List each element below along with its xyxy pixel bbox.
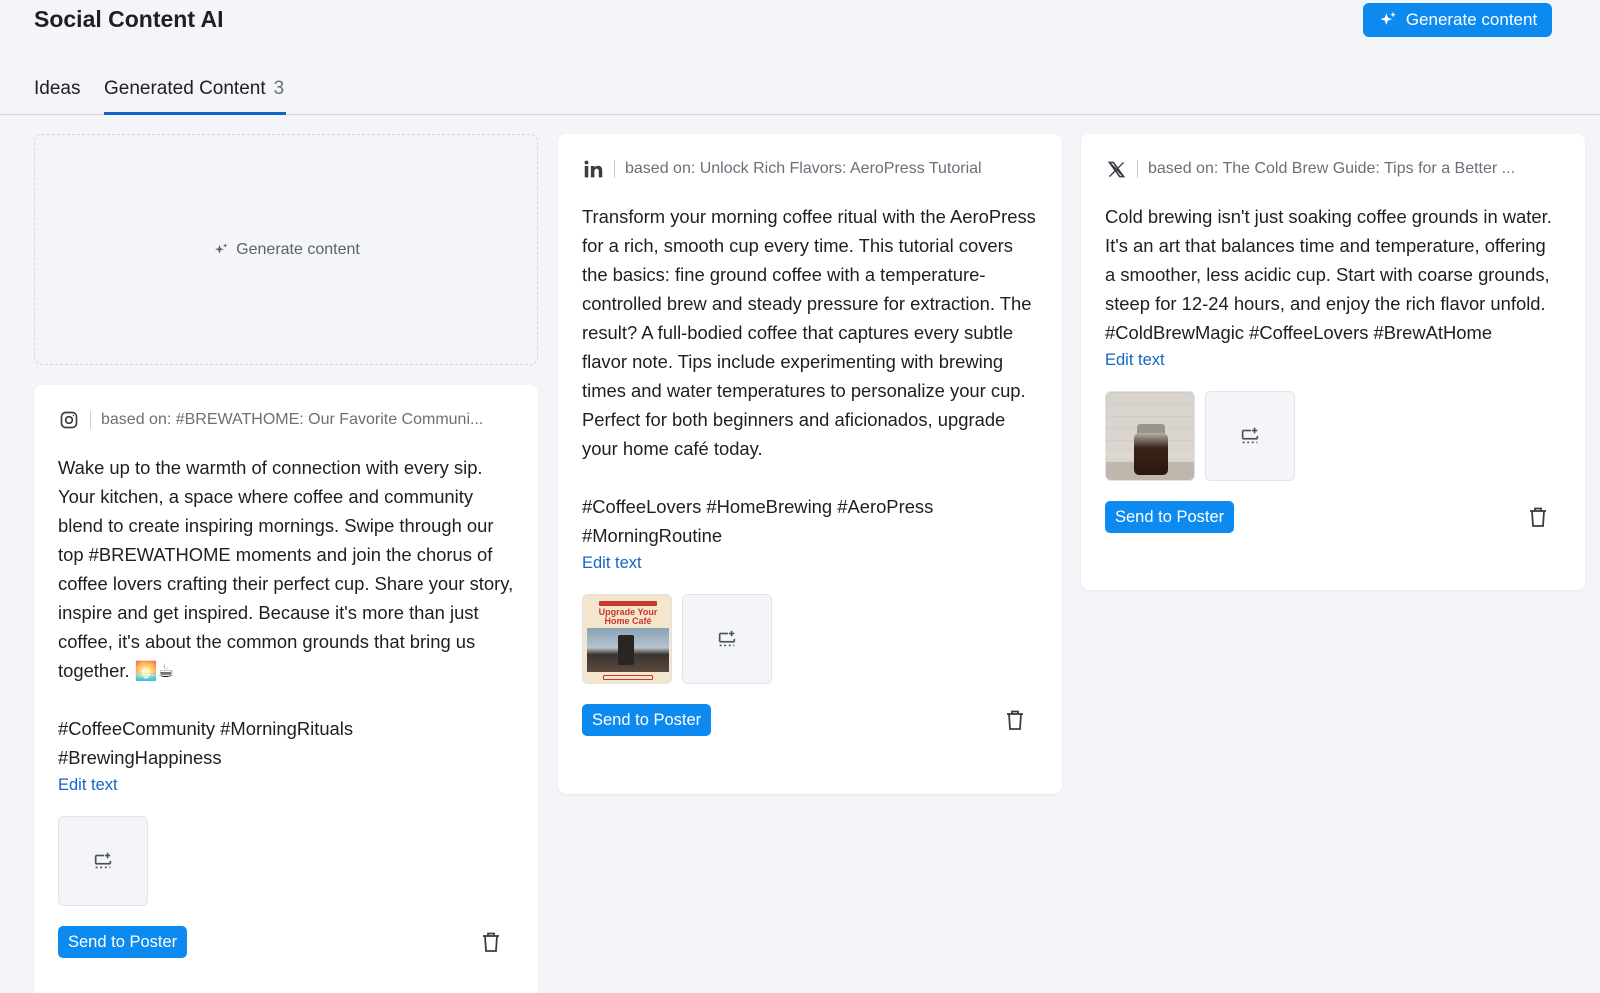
card-header — [58, 409, 514, 431]
divider — [90, 411, 91, 429]
card-header — [1105, 158, 1561, 180]
x-icon — [1105, 158, 1127, 180]
content-card-x — [1081, 134, 1585, 590]
tab-generated-label: Generated Content — [104, 78, 266, 99]
based-on-text: based on: #BREWATHOME: Our Favorite Communi... — [101, 411, 484, 428]
post-body: Cold brewing isn't just soaking coffee grounds in water. It's an art that balances time and temperature, offering a smoother, less acidic cup. Start with coarse grounds, steep for 12-24 hours, and enjoy the rich flavor unfold. #ColdBrewMagic #CoffeeLovers #BrewAtHome — [1105, 206, 1557, 343]
card-actions — [58, 926, 514, 958]
send-to-poster-button[interactable]: Send to Poster — [1105, 501, 1234, 533]
card-actions — [582, 704, 1038, 736]
post-image-thumbnail[interactable] — [1105, 391, 1195, 481]
add-image-icon — [1239, 425, 1261, 447]
based-on-text: based on: Unlock Rich Flavors: AeroPress Tutorial — [625, 160, 982, 177]
media-row — [582, 594, 1038, 684]
trash-icon[interactable] — [1527, 506, 1549, 528]
content-card-instagram — [34, 385, 538, 993]
media-row — [1105, 391, 1561, 481]
send-to-poster-button[interactable]: Send to Poster — [582, 704, 711, 736]
add-image-icon — [716, 628, 738, 650]
sparkle-icon — [1378, 10, 1398, 30]
tab-count-badge: 3 — [273, 78, 285, 99]
app-title: Social Content AI — [34, 6, 224, 32]
trash-icon[interactable] — [1004, 709, 1026, 731]
linkedin-icon — [582, 158, 604, 180]
send-to-poster-button[interactable]: Send to Poster — [58, 926, 187, 958]
post-body: Wake up to the warmth of connection with every sip. Your kitchen, a space where coffee and community blend to create inspiring mornings. Swipe through our top #BREWATHOME moments and join the chorus of coffee lovers crafting their perfect cup. Share your story, inspire and get inspired. Because it's more than just coffee, it's about the common grounds that bring us together. 🌅☕ #CoffeeCommunity #MorningRituals #BrewingHappiness — [58, 457, 514, 768]
generate-content-placeholder[interactable] — [34, 134, 538, 365]
content-card-linkedin — [558, 134, 1062, 794]
generate-content-button[interactable] — [1363, 3, 1552, 37]
card-header — [582, 158, 1038, 180]
thumbnail-title: Upgrade Your Home Café — [598, 607, 658, 626]
add-image-icon — [92, 850, 114, 872]
add-image-button[interactable] — [58, 816, 148, 906]
placeholder-label: Generate content — [236, 240, 360, 258]
divider — [1137, 160, 1138, 178]
trash-icon[interactable] — [480, 931, 502, 953]
tab-bar — [0, 70, 1600, 115]
edit-text-link[interactable]: Edit text — [58, 776, 118, 794]
sparkle-icon — [212, 241, 230, 259]
based-on-text: based on: The Cold Brew Guide: Tips for a Better ... — [1148, 160, 1516, 177]
add-image-button[interactable] — [682, 594, 772, 684]
instagram-icon — [58, 409, 80, 431]
edit-text-link[interactable]: Edit text — [1105, 351, 1165, 369]
media-row — [58, 816, 514, 906]
tab-ideas[interactable] — [34, 78, 80, 114]
post-body: Transform your morning coffee ritual with the AeroPress for a rich, smooth cup every time. This tutorial covers the basics: fine ground coffee with a temperature-controlled brew and steady pressure for extraction. The result? A full-bodied coffee that captures every subtle flavor note. Tips include experimenting with brewing times and water temperatures to personalize your cup. Perfect for both beginners and aficionados, upgrade your home café today. #CoffeeLovers #HomeBrewing #AeroPress #MorningRoutine — [582, 206, 1036, 546]
tab-ideas-label: Ideas — [34, 78, 81, 99]
tab-generated-content[interactable] — [104, 78, 286, 115]
generate-content-label: Generate content — [1405, 10, 1538, 29]
divider — [614, 160, 615, 178]
card-actions — [1105, 501, 1561, 533]
add-image-button[interactable] — [1205, 391, 1295, 481]
post-image-thumbnail[interactable] — [582, 594, 672, 684]
edit-text-link[interactable]: Edit text — [582, 554, 642, 572]
